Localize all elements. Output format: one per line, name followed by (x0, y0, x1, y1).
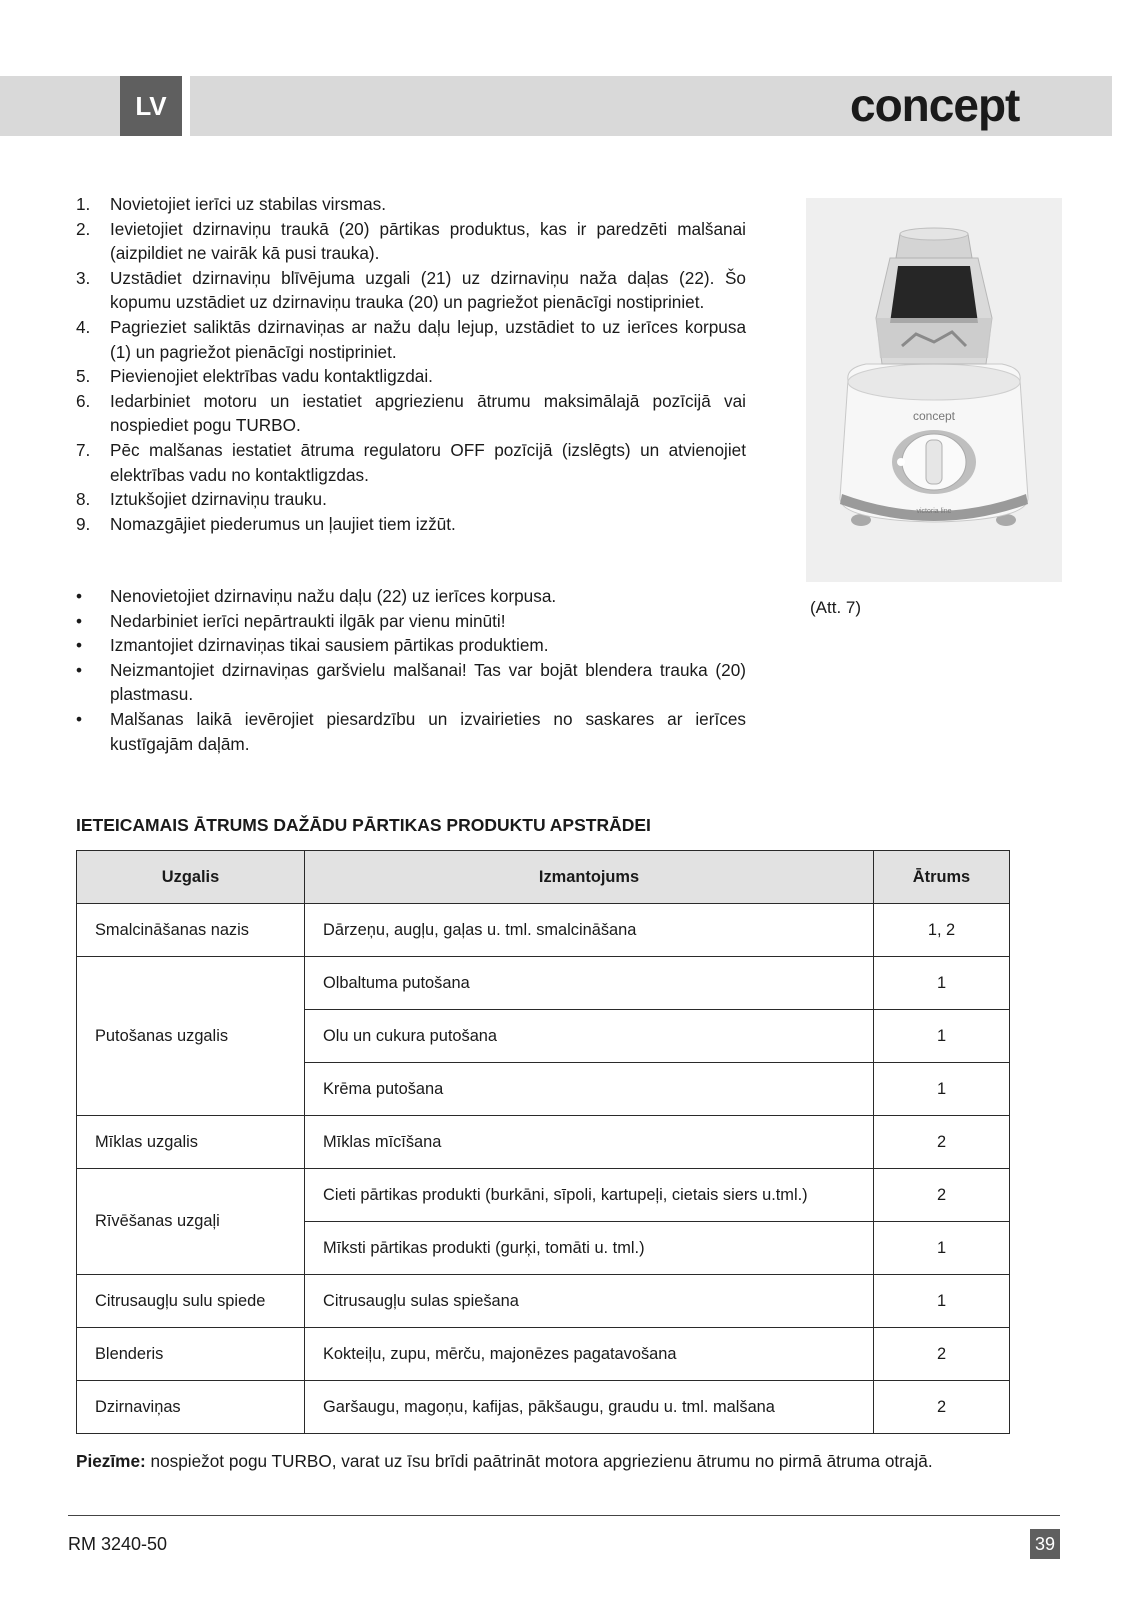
speed-cell: 1 (874, 1275, 1010, 1328)
use-cell: Krēma putošana (305, 1063, 874, 1116)
warning-item (76, 609, 746, 634)
use-cell: Mīklas mīcīšana (305, 1116, 874, 1169)
device-brand-label: concept (912, 409, 956, 423)
footer-divider (68, 1515, 1060, 1516)
step-text: Pagrieziet saliktās dzirnaviņas ar nažu daļu lejup, uzstādiet to uz ierīces korpusa (1) un pagriežot pienācīgi nostipriniet. (110, 316, 746, 362)
table-row (77, 1116, 1010, 1169)
table-row (77, 1328, 1010, 1381)
step-number: 3. (76, 267, 91, 288)
speed-cell: 1 (874, 957, 1010, 1010)
speed-cell: 1 (874, 1063, 1010, 1116)
warning-text: Neizmantojiet dzirnaviņas garšvielu malšanai! Tas var bojāt blendera trauka (20) plastmasu. (110, 659, 746, 705)
bullet-mark: • (76, 708, 83, 729)
speed-cell: 1 (874, 1222, 1010, 1275)
step-text: Nomazgājiet piederumus un ļaujiet tiem izžūt. (110, 513, 456, 534)
attachment-cell: Rīvēšanas uzgaļi (77, 1169, 305, 1275)
table-row (77, 1381, 1010, 1434)
step-item (76, 217, 746, 266)
column-header-attachment: Uzgalis (77, 851, 305, 904)
step-text: Ievietojiet dzirnaviņu traukā (20) pārtikas produktus, kas ir paredzēti malšanai (aizpildiet ne vairāk kā pusi trauka). (110, 218, 746, 264)
warning-list (76, 584, 746, 756)
table-row (77, 957, 1010, 1010)
step-item (76, 512, 746, 537)
step-number: 9. (76, 513, 91, 534)
figure-caption: (Att. 7) (810, 598, 862, 617)
step-text: Iedarbiniet motoru un iestatiet apgriezienu ātrumu maksimālajā pozīcijā vai nospiediet pogu TURBO. (110, 390, 746, 436)
step-text: Uzstādiet dzirnaviņu blīvējuma uzgali (21) uz dzirnaviņu naža daļas (22). Šo kopumu uzstādiet uz dzirnaviņu trauka (20) un pagriežot pienācīgi nostipriniet. (110, 267, 746, 313)
speed-cell: 2 (874, 1328, 1010, 1381)
language-badge: LV (120, 76, 182, 136)
attachment-cell: Smalcināšanas nazis (77, 904, 305, 957)
step-item (76, 266, 746, 315)
note-paragraph (76, 1449, 1004, 1474)
use-cell: Garšaugu, magoņu, kafijas, pākšaugu, graudu u. tml. malšana (305, 1381, 874, 1434)
brand-logo: concept (850, 79, 1020, 131)
speed-cell: 1 (874, 1010, 1010, 1063)
table-row (77, 904, 1010, 957)
use-cell: Citrusaugļu sulas spiešana (305, 1275, 874, 1328)
column-header-speed: Ātrums (874, 851, 1010, 904)
speed-cell: 2 (874, 1116, 1010, 1169)
table-row (77, 1169, 1010, 1222)
step-item (76, 192, 746, 217)
step-number: 5. (76, 366, 91, 387)
speed-cell: 1, 2 (874, 904, 1010, 957)
table-header-row (77, 851, 1010, 904)
use-cell: Mīksti pārtikas produkti (gurķi, tomāti u. tml.) (305, 1222, 874, 1275)
step-text: Iztukšojiet dzirnaviņu trauku. (110, 489, 327, 510)
step-number: 1. (76, 194, 91, 214)
attachment-cell: Blenderis (77, 1328, 305, 1381)
column-header-use: Izmantojums (305, 851, 874, 904)
instruction-steps (76, 192, 746, 536)
bullet-mark: • (76, 586, 83, 606)
step-number: 7. (76, 439, 91, 460)
step-text: Pēc malšanas iestatiet ātruma regulatoru OFF pozīcijā (izslēgts) un atvienojiet elektrības vadu no kontaktligzdas. (110, 439, 746, 485)
table-row (77, 1275, 1010, 1328)
grinder-figure (806, 198, 1062, 582)
step-item (76, 364, 746, 389)
attachment-cell: Dzirnaviņas (77, 1381, 305, 1434)
step-number: 6. (76, 390, 91, 411)
device-line-label: victoria line (916, 508, 952, 515)
step-number: 4. (76, 316, 91, 337)
header-divider (182, 76, 190, 136)
attachment-cell: Mīklas uzgalis (77, 1116, 305, 1169)
use-cell: Olu un cukura putošana (305, 1010, 874, 1063)
warning-text: Nenovietojiet dzirnaviņu nažu daļu (22) uz ierīces korpusa. (110, 586, 557, 606)
section-title: IETEICAMAIS ĀTRUMS DAŽĀDU PĀRTIKAS PRODUKTU APSTRĀDEI (76, 815, 651, 835)
warning-item (76, 584, 746, 609)
use-cell: Kokteiļu, zupu, mērču, majonēzes pagatavošana (305, 1328, 874, 1381)
note-text: nospiežot pogu TURBO, varat uz īsu brīdi paātrināt motora apgriezienu ātrumu no pirmā ātruma otrajā. (145, 1451, 933, 1471)
warning-text: Nedarbiniet ierīci nepārtraukti ilgāk par vienu minūti! (110, 610, 506, 631)
warning-text: Izmantojiet dzirnaviņas tikai sausiem pārtikas produktiem. (110, 635, 549, 656)
step-item (76, 389, 746, 438)
blender-grinder-illustration (806, 198, 1062, 582)
bullet-mark: • (76, 610, 83, 631)
warning-text: Malšanas laikā ievērojiet piesardzību un izvairieties no saskares ar ierīces kustīgajām daļām. (110, 708, 746, 754)
warning-item (76, 633, 746, 658)
bullet-mark: • (76, 635, 83, 656)
use-cell: Cieti pārtikas produkti (burkāni, sīpoli, kartupeļi, cietais siers u.tml.) (305, 1169, 874, 1222)
speed-table (76, 850, 1010, 1434)
attachment-cell: Putošanas uzgalis (77, 957, 305, 1116)
model-number: RM 3240-50 (68, 1534, 168, 1554)
step-item (76, 487, 746, 512)
speed-cell: 2 (874, 1381, 1010, 1434)
use-cell: Olbaltuma putošana (305, 957, 874, 1010)
bullet-mark: • (76, 659, 83, 680)
step-number: 2. (76, 218, 91, 239)
attachment-cell: Citrusaugļu sulu spiede (77, 1275, 305, 1328)
speed-cell: 2 (874, 1169, 1010, 1222)
step-text: Novietojiet ierīci uz stabilas virsmas. (110, 194, 387, 214)
warning-item (76, 658, 746, 707)
use-cell: Dārzeņu, augļu, gaļas u. tml. smalcināšana (305, 904, 874, 957)
step-item (76, 438, 746, 487)
note-label: Piezīme: (76, 1451, 146, 1471)
step-number: 8. (76, 489, 91, 510)
step-text: Pievienojiet elektrības vadu kontaktligzdai. (110, 366, 433, 387)
warning-item (76, 707, 746, 756)
step-item (76, 315, 746, 364)
page-number: 39 (1030, 1529, 1060, 1559)
